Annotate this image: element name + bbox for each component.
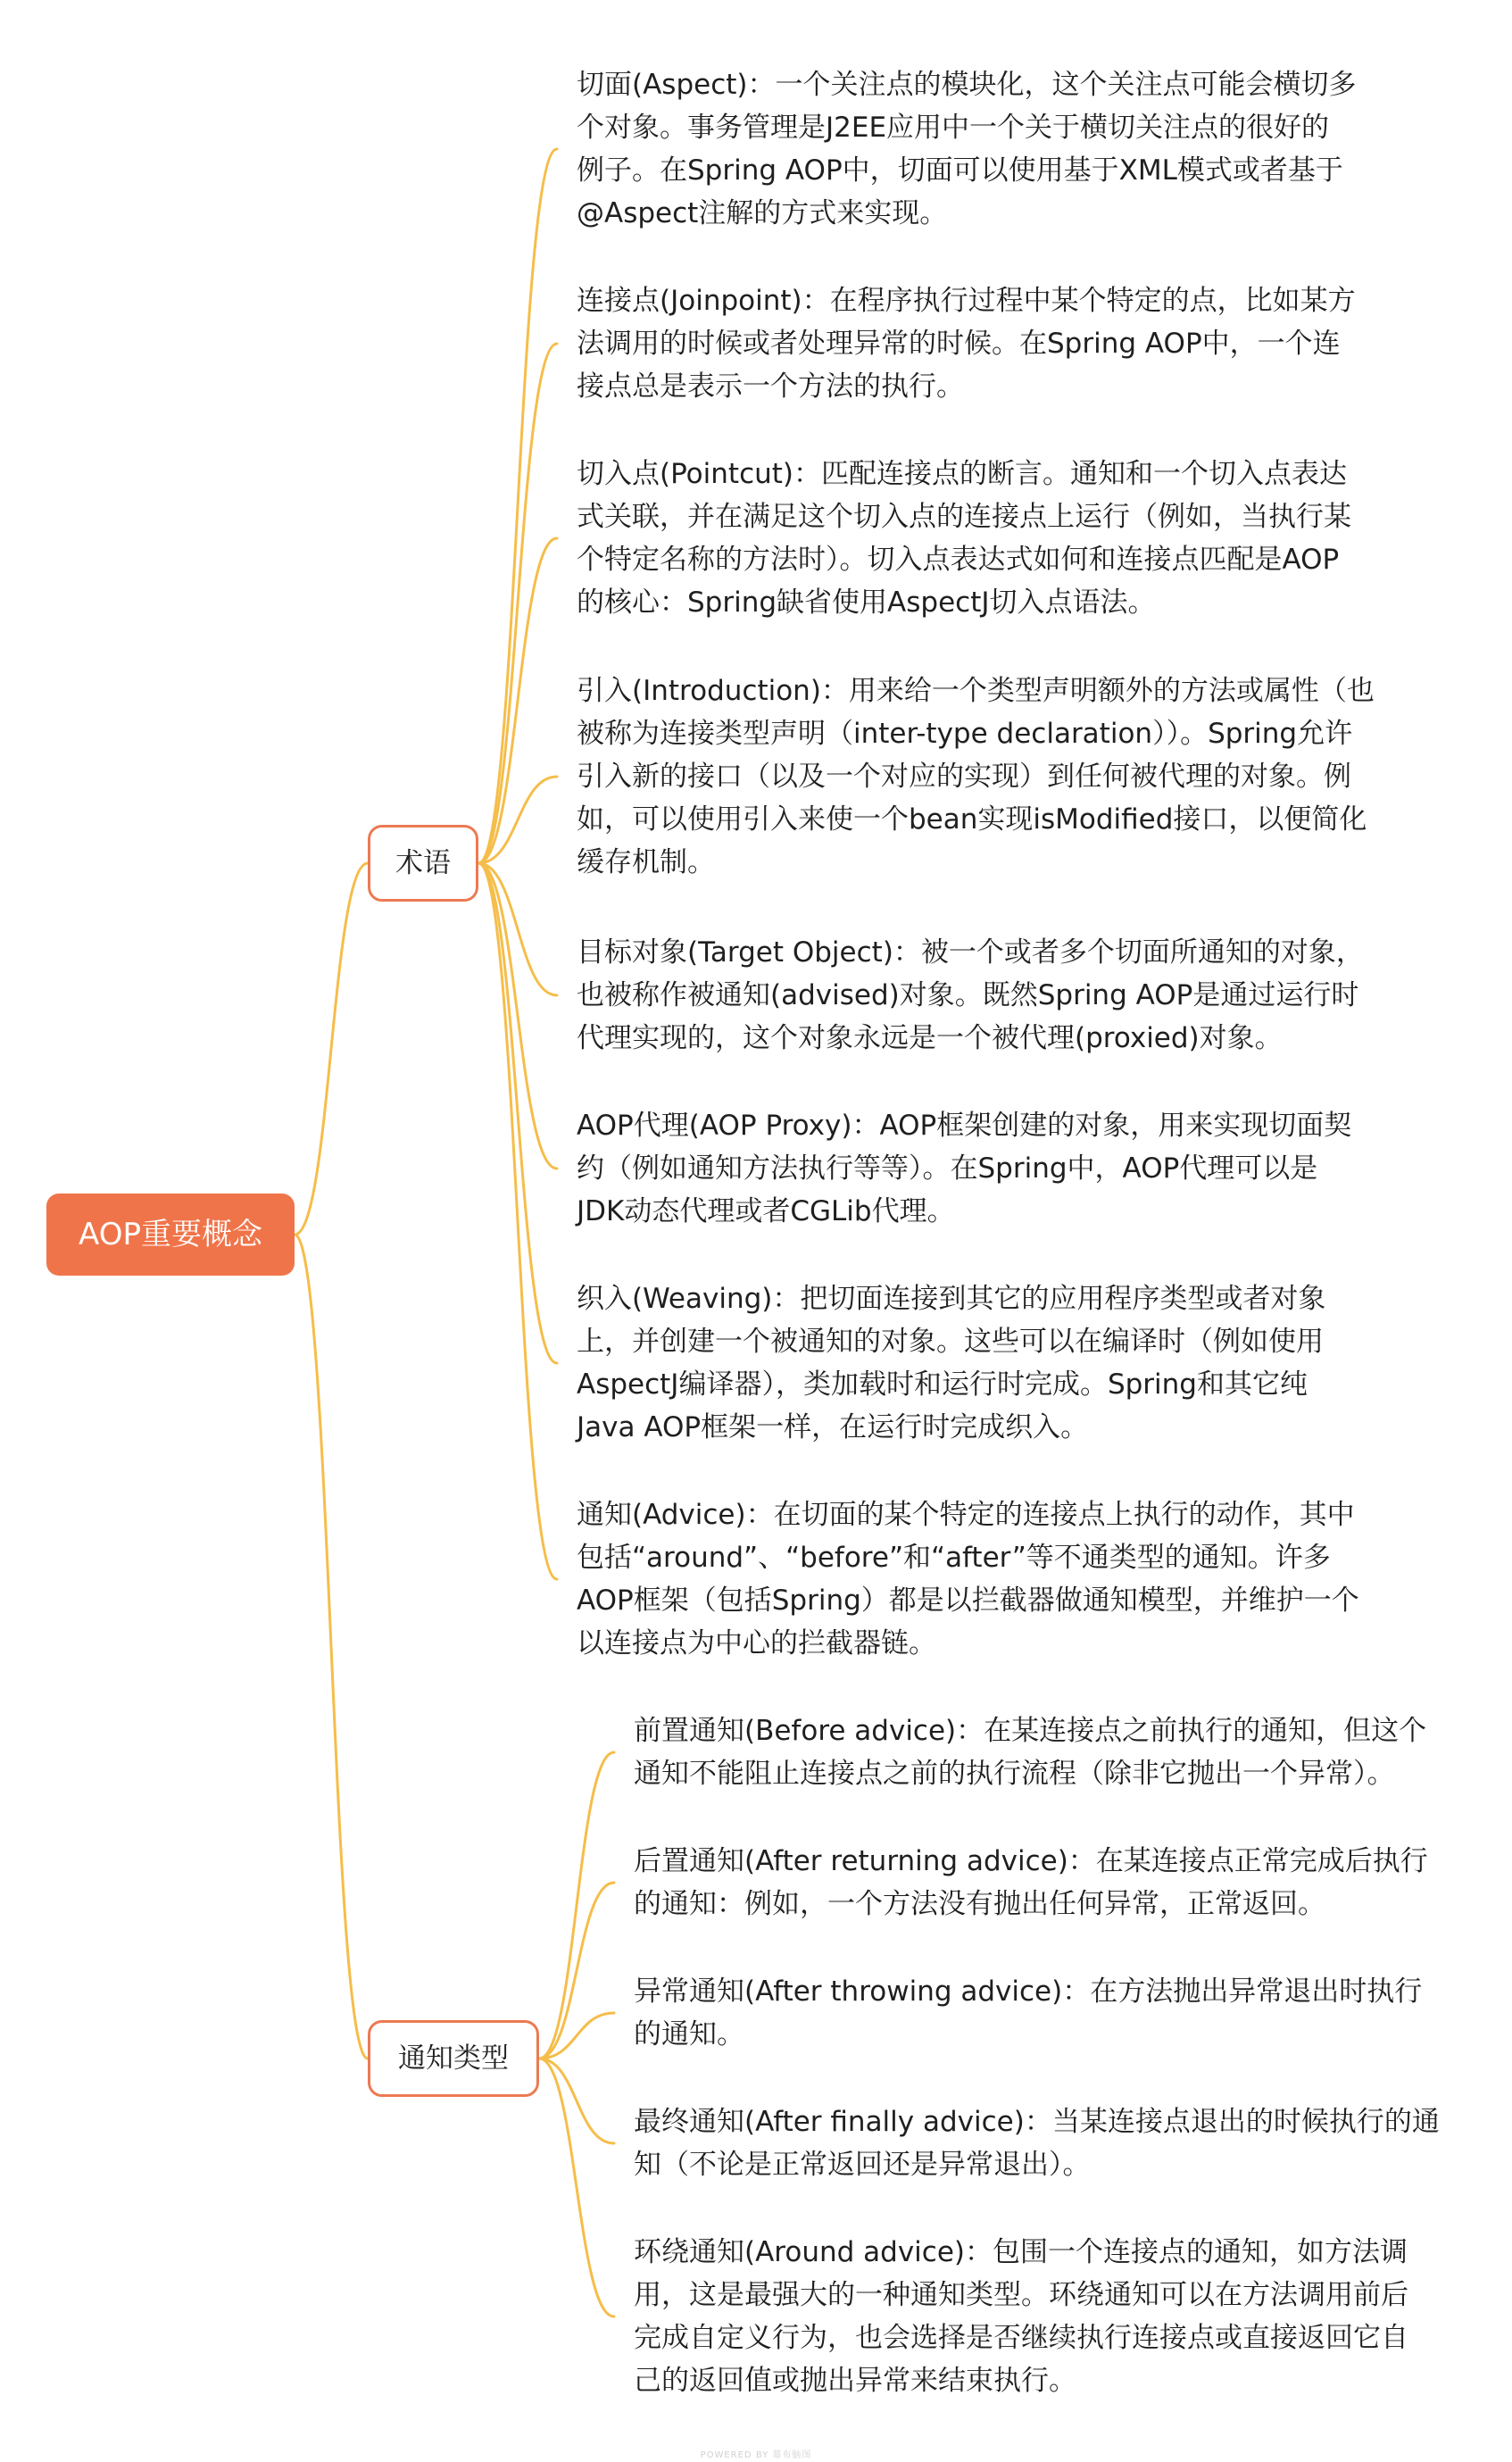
connector-root-advice [295,1235,368,2059]
leaf-text-line: 连接点(Joinpoint)：在程序执行过程中某个特定的点，比如某方 [577,285,1356,317]
leaf-text-line: 完成自定义行为，也会选择是否继续执行连接点或直接返回它自 [634,2322,1408,2354]
leaf-text-line: 如，可以使用引入来使一个bean实现isModified接口，以便简化 [577,803,1367,836]
leaf-text-line: 异常通知(After throwing advice)：在方法抛出异常退出时执行 [634,1975,1423,2008]
term-joinpoint[interactable] [577,279,1398,408]
leaf-text-line: 缓存机制。 [577,846,715,878]
leaf-text-line: 也被称作被通知(advised)对象。既然Spring AOP是通过运行时 [577,979,1359,1011]
term-target-object[interactable] [577,931,1398,1060]
leaf-text-line: 法调用的时候或者处理异常的时候。在Spring AOP中，一个连 [577,328,1341,360]
leaf-text-line: 后置通知(After returning advice)：在某连接点正常完成后执行 [634,1845,1428,1877]
leaf-text-line: 式关联，并在满足这个切入点的连接点上运行（例如，当执行某 [577,501,1351,533]
connector-terms-leaf [478,149,557,863]
term-pointcut[interactable] [577,453,1398,624]
leaf-text-line: 的通知：例如，一个方法没有抛出任何异常，正常返回。 [634,1888,1325,1920]
branch-node-terms[interactable]: 术语 [368,825,478,902]
leaf-text-line: 通知(Advice)：在切面的某个特定的连接点上执行的动作，其中 [577,1499,1355,1531]
term-aop-proxy[interactable] [577,1104,1398,1233]
term-advice[interactable] [577,1493,1398,1665]
term-introduction[interactable] [577,670,1398,884]
connector-terms-leaf [478,863,557,1579]
leaf-text-line: 前置通知(Before advice)：在某连接点之前执行的通知，但这个 [634,1715,1427,1747]
term-weaving[interactable] [577,1277,1398,1449]
leaf-text-line: 以连接点为中心的拦截器链。 [577,1627,936,1659]
leaf-text-line: 上，并创建一个被通知的对象。这些可以在编译时（例如使用 [577,1326,1324,1358]
advice-around[interactable] [634,2231,1455,2402]
advice-after-throwing[interactable] [634,1970,1455,2056]
leaf-text-line: @Aspect注解的方式来实现。 [577,197,948,229]
leaf-text-line: 切面(Aspect)：一个关注点的模块化，这个关注点可能会横切多 [577,69,1357,101]
advice-after-returning[interactable] [634,1840,1455,1926]
advice-after-finally[interactable] [634,2100,1455,2186]
connector-advice-leaf [539,1752,614,2059]
leaf-text-line: 个对象。事务管理是J2EE应用中一个关于横切关注点的很好的 [577,112,1330,144]
advice-before[interactable] [634,1709,1455,1795]
leaf-text-line: JDK动态代理或者CGLib代理。 [577,1195,955,1227]
leaf-text-line: 接点总是表示一个方法的执行。 [577,370,964,403]
leaf-text-line: 织入(Weaving)：把切面连接到其它的应用程序类型或者对象 [577,1283,1326,1315]
leaf-text-line: 目标对象(Target Object)：被一个或者多个切面所通知的对象， [577,936,1364,969]
leaf-text-line: Java AOP框架一样，在运行时完成织入。 [577,1411,1089,1443]
root-node[interactable]: AOP重要概念 [46,1194,295,1276]
connector-terms-leaf [478,863,557,1363]
leaf-text-line: 用，这是最强大的一种通知类型。环绕通知可以在方法调用前后 [634,2279,1408,2311]
leaf-text-line: 被称为连接类型声明（inter-type declaration））。Spring允许 [577,718,1353,750]
leaf-text-line: AOP代理(AOP Proxy)：AOP框架创建的对象，用来实现切面契 [577,1110,1352,1142]
term-aspect[interactable] [577,63,1398,235]
watermark: POWERED BY 幕布脑图 [700,2450,812,2460]
leaf-text-line: 个特定名称的方法时）。切入点表达式如何和连接点匹配是AOP [577,544,1340,576]
leaf-text-line: 引入新的接口（以及一个对应的实现）到任何被代理的对象。例 [577,761,1351,793]
leaf-text-line: 知（不论是正常返回还是异常退出）。 [634,2149,1091,2181]
leaf-text-line: 通知不能阻止连接点之前的执行流程（除非它抛出一个异常）。 [634,1758,1395,1790]
connector-root-terms [295,863,368,1235]
leaf-text-line: 包括“around”、“before”和“after”等不通类型的通知。许多 [577,1542,1331,1574]
connector-advice-leaf [539,2059,614,2143]
leaf-text-line: 约（例如通知方法执行等等）。在Spring中，AOP代理可以是 [577,1152,1318,1185]
leaf-text-line: 环绕通知(Around advice)：包围一个连接点的通知，如方法调 [634,2236,1408,2268]
leaf-text-line: 切入点(Pointcut)：匹配连接点的断言。通知和一个切入点表达 [577,458,1348,490]
leaf-text-line: 的通知。 [634,2018,744,2050]
leaf-text-line: AspectJ编译器），类加载时和运行时完成。Spring和其它纯 [577,1368,1308,1401]
leaf-text-line: 最终通知(After finally advice)：当某连接点退出的时候执行的通 [634,2106,1440,2138]
leaf-text-line: AOP框架（包括Spring）都是以拦截器做通知模型，并维护一个 [577,1584,1359,1617]
connector-terms-leaf [478,344,557,863]
leaf-text-line: 引入(Introduction)：用来给一个类型声明额外的方法或属性（也 [577,675,1375,707]
branch-node-advice-types[interactable]: 通知类型 [368,2020,539,2097]
leaf-text-line: 代理实现的，这个对象永远是一个被代理(proxied)对象。 [577,1022,1283,1054]
connector-advice-leaf [539,2059,614,2316]
leaf-text-line: 的核心：Spring缺省使用AspectJ切入点语法。 [577,586,1156,619]
leaf-text-line: 例子。在Spring AOP中，切面可以使用基于XML模式或者基于 [577,154,1343,187]
leaf-text-line: 己的返回值或抛出异常来结束执行。 [634,2365,1076,2397]
